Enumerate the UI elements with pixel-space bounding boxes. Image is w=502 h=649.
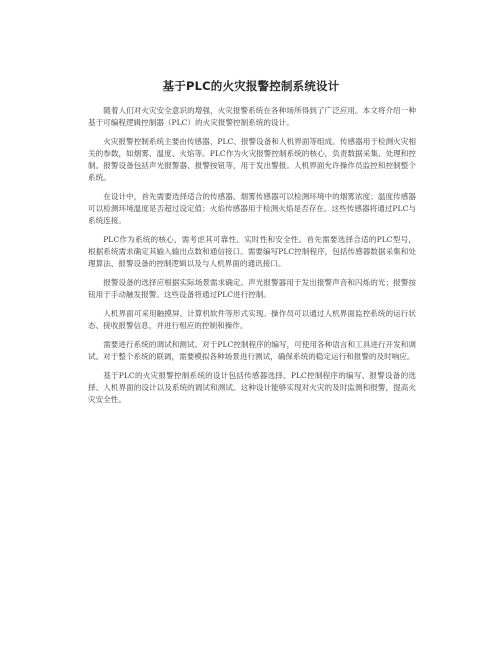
- document-title: 基于PLC的火灾报警控制系统设计: [162, 79, 340, 93]
- paragraph-hmi: 人机界面可采用触摸屏、计算机软件等形式实现。操作员可以通过人机界面监控系统的运行状态、接收报警信息，并进行相应的控制和操作。: [88, 309, 416, 330]
- paragraph-testing: 需要进行系统的调试和测试。对于PLC控制程序的编写，可使用各种语言和工具进行开发和调试。对于整个系统的联调，需要模拟各种场景进行测试，确保系统的稳定运行和报警的及时响应。: [88, 340, 416, 361]
- paragraph-system-composition: 火灾报警控制系统主要由传感器、PLC、报警设备和人机界面等组成。传感器用于检测火灾相关的参数，如烟雾、温度、火焰等。PLC作为火灾报警控制系统的核心，负责数据采集、处理和控制。报警设备包括声光报警器、报警按钮等，用于发出警报。人机界面允许操作员监控和控制整个系统。: [88, 137, 416, 182]
- paragraph-intro: 随着人们对火灾安全意识的增强，火灾报警系统在各种场所得到了广泛应用。本文将介绍一种基于可编程逻辑控制器（PLC）的火灾报警控制系统的设计。: [88, 106, 416, 127]
- paragraph-conclusion: 基于PLC的火灾报警控制系统的设计包括传感器选择、PLC控制程序的编写、报警设备的选择、人机界面的设计以及系统的调试和测试。这种设计能够实现对火灾的及时监测和报警，提高火灾安全性。: [88, 371, 416, 404]
- paragraph-plc: PLC作为系统的核心，需考虑其可靠性、实时性和安全性。首先需要选择合适的PLC型号，根据系统需求确定其输入输出点数和通信接口。需要编写PLC控制程序，包括传感器数据采集和处理算法、报警设备的控制逻辑以及与人机界面的通讯接口。: [88, 235, 416, 268]
- paragraph-sensors: 在设计中，首先需要选择适合的传感器。烟雾传感器可以检测环境中的烟雾浓度；温度传感器可以检测环境温度是否超过设定值；火焰传感器用于检测火焰是否存在。这些传感器将通过PLC与系统连接。: [88, 192, 416, 225]
- document-body: [88, 105, 416, 413]
- paragraph-alarm-devices: 报警设备的选择应根据实际场景需求确定。声光报警器用于发出报警声音和闪烁的光；报警按钮用于手动触发报警。这些设备将通过PLC进行控制。: [88, 278, 416, 299]
